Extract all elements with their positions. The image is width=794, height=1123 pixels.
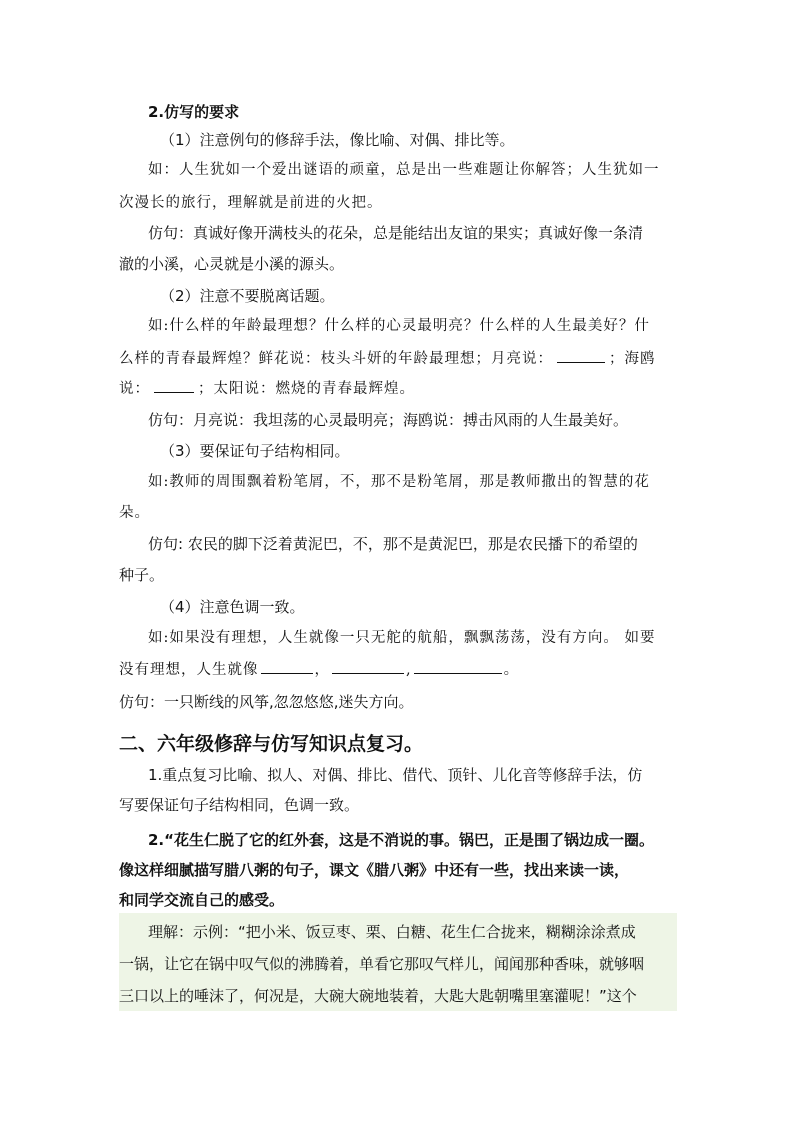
example-line: 如:什么样的年龄最理想？什么样的心灵最明亮？什么样的人生最美好？什 [148,318,650,334]
imitation-line: 澈的小溪，心灵就是小溪的源头。 [119,255,345,273]
blank-line [414,659,502,674]
answer-line: 三口以上的唾沫了，何况是，大碗大碗地装着，大匙大匙朝嘴里塞灌呢！”这个 [119,987,637,1005]
imitation-line: 种子。 [119,566,165,584]
imitation-line: 仿句: 农民的脚下泛着黄泥巴，不，那不是黄泥巴，那是农民播下的希望的 [148,535,638,553]
section-heading: 二、六年级修辞与仿写知识点复习。 [119,733,424,755]
review-item-1-cont: 写要保证句子结构相同，色调一致。 [119,796,360,814]
example-line: 次漫长的旅行，理解就是前进的火把。 [119,195,383,211]
section-title-requirements: 2.仿写的要求 [148,103,240,121]
point-3: （3）要保证句子结构相同。 [160,442,350,460]
imitation-line: 仿句：真诚好像开满枝头的花朵，总是能结出友谊的果实；真诚好像一条清 [148,224,644,242]
review-item-1: 1.重点复习比喻、拟人、对偶、排比、借代、顶针、儿化音等修辞手法，仿 [148,766,643,784]
point-4: （4）注意色调一致。 [160,598,305,616]
point-2: （2）注意不要脱离话题。 [160,287,335,305]
review-item-2: 2.“花生仁脱了它的红外套，这是不消说的事。锅巴，正是围了锅边成一圈。 [148,831,654,849]
blank-line [332,659,404,674]
blank-line [154,378,194,393]
example-line: 如:如果没有理想，人生就像一只无舵的航船，飘飘荡荡，没有方向。 如要 [148,630,656,646]
example-line: 如：人生犹如一个爱出谜语的顽童，总是出一些难题让你解答；人生犹如一 [148,162,660,178]
review-item-2-cont: 和同学交流自己的感受。 [119,891,285,909]
answer-line: 理解：示例：“把小米、饭豆枣、栗、白糖、花生仁合拢来，糊糊涂涂煮成 [148,923,636,941]
example-line: 么样的青春最辉煌？鲜花说：枝头斗妍的年龄最理想；月亮说： ；海鸥 [119,348,656,369]
blank-line [557,348,605,363]
example-line: 没有理想，人生就像 ， , 。 [119,659,519,680]
example-line: 说： ；太阳说：燃烧的青春最辉煌。 [119,378,415,399]
point-1: （1）注意例句的修辞手法，像比喻、对偶、排比等。 [160,131,515,149]
example-line: 如:教师的周围飘着粉笔屑，不，那不是粉笔屑，那是教师撒出的智慧的花 [148,474,650,490]
answer-line: 一锅，让它在锅中叹气似的沸腾着，单看它那叹气样儿，闻闻那种香味，就够咽 [119,955,645,973]
imitation-line: 仿句：一只断线的风筝,忽忽悠悠,迷失方向。 [119,693,414,711]
example-line: 朵。 [119,505,150,521]
review-item-2-cont: 像这样细腻描写腊八粥的句子，课文《腊八粥》中还有一些，找出来读一读， [119,861,630,879]
imitation-line: 仿句：月亮说：我坦荡的心灵最明亮；海鸥说：搏击风雨的人生最美好。 [148,411,629,429]
blank-line [261,659,313,674]
